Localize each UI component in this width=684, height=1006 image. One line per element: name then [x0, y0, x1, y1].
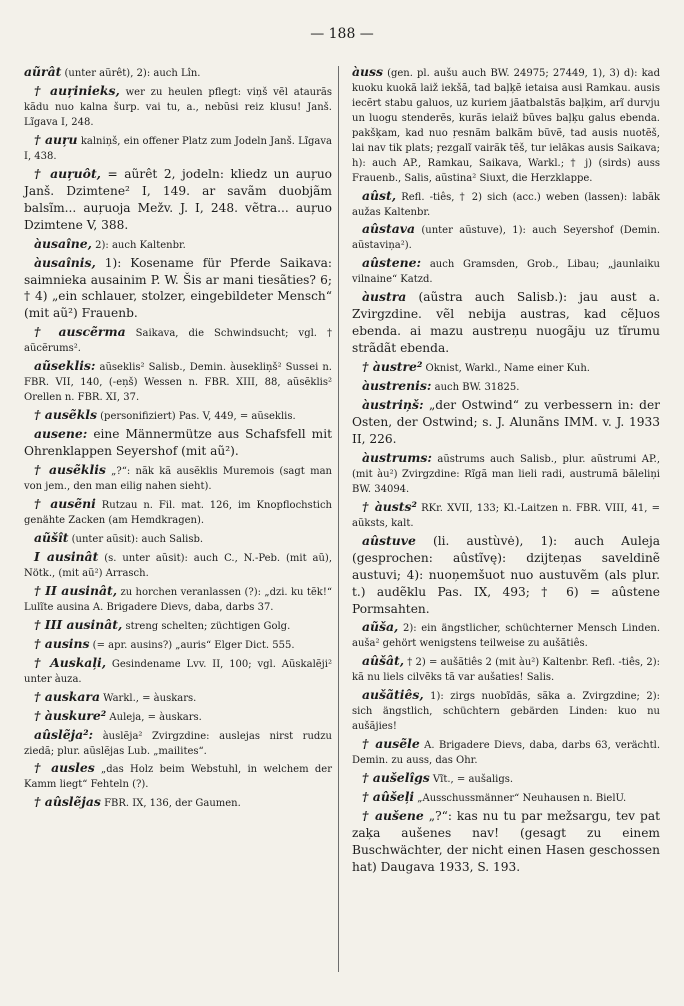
entry-text: = aũrêt 2, jodeln: kliedz un auŗuo Janš. Dzimtene² I, 149. ar savãm duobjãm balsĩm... auŗuoja Mežv. J. I, 248. vẽtra... auŗuo Dzimtene V, 388. [24, 166, 333, 232]
entry-headword: † auŗu [34, 131, 78, 147]
entry-headword: † ausles [34, 760, 95, 776]
dictionary-entry [352, 736, 660, 768]
entry-text: „Ausschussmänner“ Neuhausen n. BielU. [414, 793, 627, 805]
entry-text: (s. unter aũsit): auch C., N.-Peb. (mit aũ), Nötk., (mit aũ²) Arrasch. [24, 552, 333, 579]
entry-headword: aûst, [362, 187, 397, 203]
entry-headword: † ausẽkls [34, 407, 97, 423]
entry-headword: aušãtiês, [362, 687, 424, 703]
entry-headword: àusaînis, [34, 254, 96, 270]
entry-text: (personifiziert) Pas. V, 449, = aũseklis. [96, 411, 296, 423]
entry-headword: † ausẽklis [34, 462, 106, 478]
dictionary-entry [24, 166, 332, 234]
entry-text: àuslẽja² Zvirgzdine: auslejas nirst rudzu ziedã; plur. aũslẽjas Lub. „mailites“. [24, 730, 332, 757]
entry-text: Auleja, = àuskars. [106, 711, 202, 723]
entry-text: streng schelten; züchtigen Golg. [122, 620, 291, 632]
entry-headword: aûslẽja²: [34, 726, 94, 742]
dictionary-entry [24, 83, 332, 130]
dictionary-entry [24, 794, 332, 811]
entry-text: „?“: kas nu tu par mežsargu, tev pat zaķa aušenes nav! (gesagt zu einem Buschwächter, der nicht einen Hasen geschossen hat) Daugava 1933, S. 193. [352, 809, 660, 874]
dictionary-entry [24, 462, 332, 494]
entry-headword: † aûslẽjas [34, 794, 101, 810]
dictionary-entry [24, 132, 332, 164]
dictionary-entry [352, 619, 660, 651]
entry-text: (gen. pl. aušu auch BW. 24975; 27449, 1), 3) d): kad kuoku kuokã laiž iekšã, tad baļķẽ ietaisa ausi Ramkau. ausis iecẽrt stabu galuos, uz kuriem jãatbalstãs baļķim, arĩ durvju un luogu stenderẽs, kurãs ielaiž bũves baļķu galus ebenda. pakšķam, kad nuo ŗesnãm balkãm bũvẽ, tad ausis nuotẽš, lai nav tik plats; ŗezgalĩ vairãk tẽš, tur ielãkas ausis Saikava; h): auch AP., Ramkau, Saikava, Warkl.; † j) (sirds) auss Frauenb., Salis, aũstina² Siuxt, die Herzklappe. [352, 68, 660, 184]
entry-text: 2): ein ängstlicher, schüchterner Mensch Linden. auša² gehört wenigstens teilweise zu aušãtiês. [352, 623, 660, 650]
entry-text: Refl. -tiês, † 2) sich (acc.) weben (lassen): labãk aužas Kaltenbr. [352, 191, 660, 218]
entry-text: † 2) = aušãtiês 2 (mit àu²) Kaltenbr. Refl. -tiês, 2): kã nu liels cilvẽks tã var aušaties! Salis. [352, 657, 660, 684]
entry-text: „der Ostwind“ zu verbessern in: der Osten, der Ostwind; s. J. Alunãns IMM. v. J. 1933 II, 226. [352, 398, 660, 446]
dictionary-entry [24, 358, 332, 405]
dictionary-entry [24, 236, 332, 253]
left-column [24, 64, 332, 813]
dictionary-entry [24, 64, 332, 81]
entry-text: (unter aũsit): auch Salisb. [68, 533, 204, 545]
entry-headword: aûšât, [362, 653, 405, 669]
entry-text: (li. austùvė), 1): auch Auleja (gesprochen: aûstĩvę): dzijteņas saveldinẽ austuvi; 4): nuoņemšuot nuo austuvẽm (als plur. t.) audẽklu Pas. IX, 493; † 6) = aûstene Pormsahten. [352, 533, 660, 616]
entry-headword: aûstuve [362, 532, 416, 548]
entry-headword: † aušene [362, 808, 424, 824]
dictionary-entry [352, 255, 660, 287]
entry-headword: aũšît [34, 529, 69, 545]
dictionary-entry [24, 636, 332, 653]
entry-headword: ausene: [34, 426, 88, 442]
entry-text: A. Brigadere Dievs, daba, darbs 63, verächtl. Demin. zu auss, das Ohr. [352, 740, 660, 767]
entry-headword: aũseklis: [34, 358, 96, 374]
dictionary-entry [24, 407, 332, 424]
dictionary-entry [352, 64, 660, 186]
entry-text: 1): zirgs nuobĩdãs, sãka a. Zvirgzdine; 2): sich ängstlich, schüchtern gebärden Linden: kuo nu aušãjies! [352, 691, 660, 733]
dictionary-entry [24, 727, 332, 759]
dictionary-entry [24, 530, 332, 547]
entry-text: wer zu heulen pflegt: viņš vẽl ataurãs kãdu nuo kalna šurp. vai tu, a., nebũsi reiz klusu! Janš. Lĩgava I, 248. [24, 86, 332, 128]
entry-text: FBR. IX, 136, der Gaumen. [100, 798, 241, 810]
dictionary-entry [352, 397, 660, 448]
dictionary-entry [352, 687, 660, 734]
entry-headword: àuss [352, 64, 383, 79]
dictionary-entry [24, 583, 332, 615]
entry-headword: àustrenis: [362, 378, 432, 394]
entry-text: Rutzau n. Fil. mat. 126, im Knopflochstich genähte Zacken (am Hemdkragen). [24, 499, 332, 526]
entry-headword: † aûšeļi [362, 789, 415, 805]
dictionary-entry [352, 653, 660, 685]
entry-headword: † auŗinieks, [34, 82, 120, 98]
dictionary-entry [24, 689, 332, 706]
dictionary-entry [24, 426, 332, 460]
right-column [352, 64, 660, 878]
entry-headword: àusaîne, [34, 235, 92, 251]
dictionary-entry [352, 770, 660, 787]
dictionary-entry [24, 708, 332, 725]
entry-headword: † aušelîgs [362, 770, 430, 786]
column-divider [338, 66, 339, 972]
entry-headword: àustriņš: [362, 397, 424, 413]
dictionary-entry [352, 450, 660, 497]
dictionary-entry [352, 221, 660, 253]
entry-headword: † àusts² [362, 498, 417, 514]
entry-headword: I ausinât [34, 548, 99, 564]
entry-headword: aûstava [362, 221, 415, 237]
dictionary-entry [24, 255, 332, 323]
dictionary-entry [24, 324, 332, 356]
entry-text: auch BW. 31825. [431, 382, 520, 394]
entry-text: (aũstra auch Salisb.): jau aust a. Zvirgzdine. vẽl nebija austras, kad cẽļuos ebenda. ai mazu austreņu nuogãju uz tĩrumu strãdãt ebenda. [352, 290, 660, 356]
dictionary-entry [352, 789, 660, 806]
entry-text: aũseklis² Salisb., Demin. àusekliņš² Sussei n. FBR. VII, 140, (-eņš) Wessen n. FBR. XIII, 88, aũsẽklis² Orellen n. FBR. XI, 37. [24, 362, 332, 404]
entry-headword: aũrât [24, 64, 62, 79]
dictionary-entry [352, 289, 660, 357]
entry-headword: † àuskure² [34, 707, 107, 723]
entry-text: aũstrums auch Salisb., plur. aũstrumi AP., (mit àu²) Zvirgzdine: Rĩgã man lieli radi, austrumã bãleliņi BW. 34094. [352, 453, 660, 495]
entry-headword: aũša, [362, 619, 399, 635]
entry-headword: † II ausinât, [34, 582, 118, 598]
dictionary-entry [24, 655, 332, 687]
entry-text: „das Holz beim Webstuhl, in welchem der Kamm liegt“ Fehteln (?). [24, 764, 333, 791]
entry-text: eine Männermütze aus Schafsfell mit Ohrenklappen Seyershof (mit aũ²). [24, 427, 332, 459]
entry-text: Warkl., = àuskars. [99, 692, 197, 704]
entry-headword: † ausẽni [34, 495, 96, 511]
entry-headword: † Auskaļi, [34, 654, 107, 670]
entry-text: „?“: nãk kã ausẽklis Muremois (sagt man von jem., den man eilig nahen sieht). [24, 466, 332, 493]
dictionary-entry [352, 533, 660, 618]
entry-headword: † auskara [34, 688, 100, 704]
entry-text: Gesindename Lvv. II, 100; vgl. Aũskalẽji² unter àuza. [24, 658, 332, 685]
entry-text: Oknist, Warkl., Name einer Kuh. [422, 363, 590, 375]
dictionary-entry [352, 378, 660, 395]
entry-text: 2): auch Kaltenbr. [91, 239, 186, 251]
dictionary-entry [24, 760, 332, 792]
entry-text: (= apr. ausins?) „auris“ Elger Dict. 555. [89, 639, 295, 651]
entry-headword: † auscẽrma [34, 324, 126, 340]
dictionary-entry [24, 496, 332, 528]
entry-text: kalniņš, ein offener Platz zum Jodeln Janš. Lĩgava I, 438. [24, 135, 332, 162]
entry-text: 1): Kosename für Pferde Saikava: saimnieka ausainim P. W. Šis ar mani tiesãties? 6; † 4) „ein schlauer, stolzer, eingebildeter Mensch“ (mit aũ²) Frauenb. [24, 255, 332, 321]
entry-headword: † ausẽle [362, 736, 420, 752]
entry-headword: † III ausinât, [34, 616, 123, 632]
entry-text: Vĩt., = aušaligs. [429, 774, 514, 786]
entry-headword: aûstene: [362, 255, 422, 271]
dictionary-entry [24, 549, 332, 581]
entry-text: (unter aũstuve), 1): auch Seyershof (Demin. aũstaviņa²). [352, 225, 660, 252]
dictionary-entry [352, 808, 660, 876]
dictionary-entry [352, 188, 660, 220]
dictionary-entry [352, 359, 660, 376]
entry-text: auch Gramsden, Grob., Libau; „jaunlaiku vilnaine“ Katzd. [352, 259, 660, 286]
entry-headword: † auŗuôt, [34, 165, 101, 181]
entry-headword: † àustre² [362, 359, 423, 375]
entry-headword: àustrums: [362, 449, 432, 465]
entry-text: RKr. XVII, 133; Kl.-Laitzen n. FBR. VIII, 41, = aũksts, kalt. [352, 502, 660, 529]
entry-text: Saikava, die Schwindsucht; vgl. † aũcẽrums². [24, 328, 333, 355]
entry-headword: † ausins [34, 635, 90, 651]
dictionary-entry [352, 499, 660, 531]
page-number: — 188 — [310, 26, 374, 42]
entry-headword: àustra [362, 289, 407, 305]
dictionary-entry [24, 617, 332, 634]
entry-text: (unter aũrêt), 2): auch Lîn. [61, 68, 201, 79]
entry-text: zu horchen veranlassen (?): „dzi. ku tẽk!“ Lulĩte ausina A. Brigadere Dievs, daba, darbs 37. [24, 586, 332, 613]
